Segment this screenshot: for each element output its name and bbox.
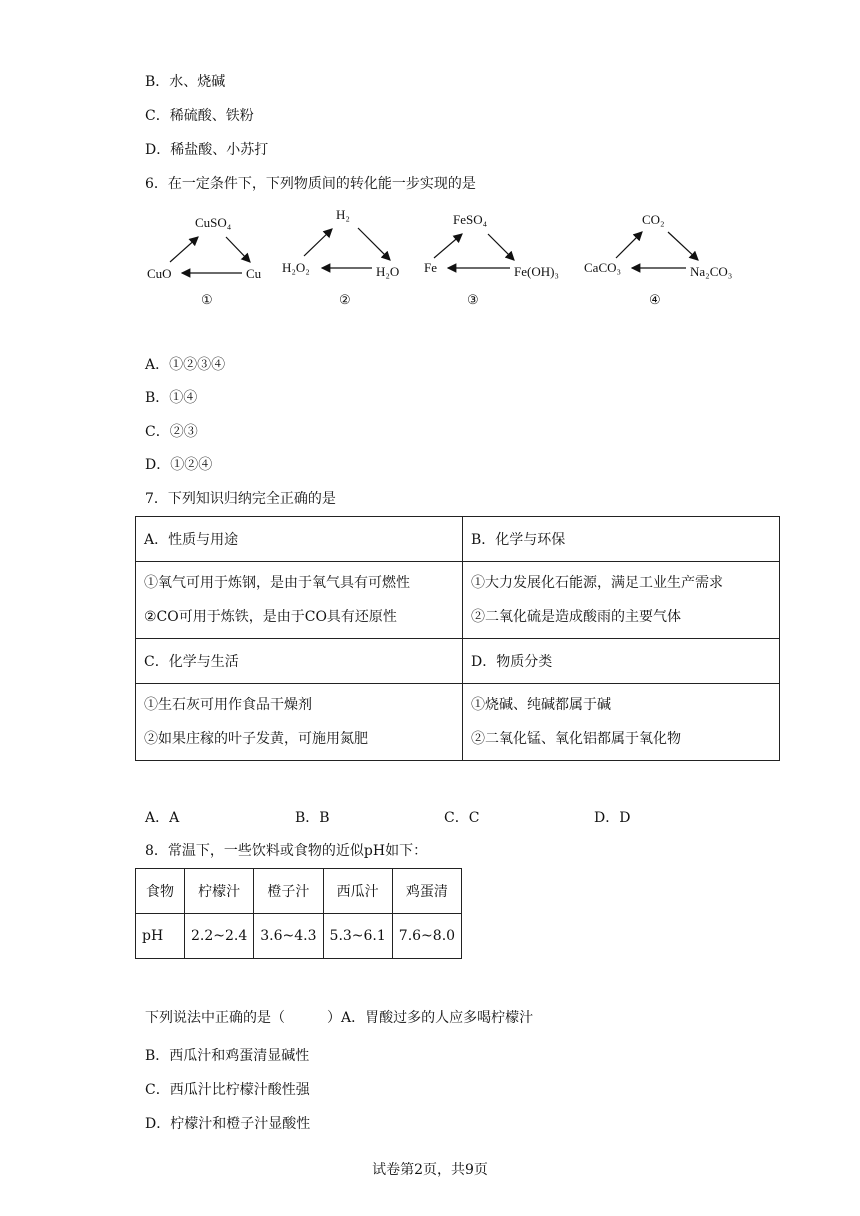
diagram-2-left: H₂O₂ — [282, 260, 310, 275]
q8-ph-table — [135, 868, 462, 959]
q8-header-orange: 橙子汁 — [254, 869, 323, 914]
q7-a2: ②CO可用于炼铁，是由于CO具有还原性 — [144, 609, 397, 625]
q6-diagram-2 — [278, 204, 413, 318]
q7-table — [135, 516, 780, 761]
q7-option-b: B．B — [295, 810, 330, 826]
diagram-1-left: CuO — [147, 266, 172, 281]
q7-stem: 7．下列知识归纳完全正确的是 — [145, 491, 336, 507]
q8-row-label: pH — [136, 914, 185, 959]
diagram-1-top: CuSO₄ — [195, 215, 232, 230]
q8-header-lemon: 柠檬汁 — [185, 869, 254, 914]
q8-header-watermelon: 西瓜汁 — [323, 869, 392, 914]
q7-d1: ①烧碱、纯碱都属于碱 — [471, 697, 611, 713]
q7-cell-a-head: A．性质与用途 — [136, 517, 463, 562]
diagram-4-top: CO₂ — [642, 212, 665, 227]
q6-diagram-1 — [140, 204, 275, 318]
q6-option-c: C．②③ — [145, 424, 198, 440]
q8-ph-eggwhite: 7.6~8.0 — [392, 914, 461, 959]
diagram-3-label: ③ — [467, 292, 479, 307]
q8-question: 下列说法中正确的是（ ）A．胃酸过多的人应多喝柠檬汁 — [145, 1010, 534, 1026]
q6-diagram-3 — [418, 204, 573, 318]
q7-cell-c-head: C．化学与生活 — [136, 639, 463, 684]
q7-option-d: D．D — [594, 810, 631, 826]
q6-option-b: B．①④ — [145, 390, 198, 406]
diagram-1-label: ① — [201, 292, 213, 307]
q5-option-b: B．水、烧碱 — [145, 74, 226, 90]
q8-ph-watermelon: 5.3~6.1 — [323, 914, 392, 959]
diagram-2-right: H₂O — [376, 264, 400, 279]
q7-a1: ①氧气可用于炼钢，是由于氧气具有可燃性 — [144, 575, 410, 591]
q7-b2: ②二氧化硫是造成酸雨的主要气体 — [471, 609, 681, 625]
q6-diagram-4 — [580, 204, 750, 318]
diagram-2-top: H₂ — [336, 207, 350, 222]
q8-stem: 8．常温下，一些饮料或食物的近似pH如下： — [145, 843, 428, 859]
q6-option-d: D．①②④ — [145, 457, 213, 473]
q7-c1: ①生石灰可用作食品干燥剂 — [144, 697, 312, 713]
q8-ph-orange: 3.6~4.3 — [254, 914, 323, 959]
diagram-4-label: ④ — [649, 292, 661, 307]
q7-cell-d-head: D．物质分类 — [463, 639, 780, 684]
q7-option-c: C．C — [444, 810, 480, 826]
page-footer: 试卷第2页，共9页 — [372, 1162, 488, 1178]
q7-cell-b-head: B．化学与环保 — [463, 517, 780, 562]
diagram-4-right: Na₂CO₃ — [690, 264, 733, 279]
diagram-3-top: FeSO₄ — [453, 212, 488, 227]
diagram-1-right: Cu — [246, 266, 262, 281]
q7-cell-b-body — [463, 562, 780, 639]
q7-d2: ②二氧化锰、氧化铝都属于氧化物 — [471, 731, 681, 747]
q8-ph-lemon: 2.2~2.4 — [185, 914, 254, 959]
q8-option-b: B．西瓜汁和鸡蛋清显碱性 — [145, 1048, 310, 1064]
q8-option-d: D．柠檬汁和橙子汁显酸性 — [145, 1116, 311, 1132]
q5-option-d: D．稀盐酸、小苏打 — [145, 142, 269, 158]
diagram-4-left: CaCO₃ — [584, 260, 622, 275]
q7-option-a: A．A — [145, 810, 180, 826]
q7-b1: ①大力发展化石能源，满足工业生产需求 — [471, 575, 723, 591]
q7-cell-d-body — [463, 684, 780, 761]
q7-cell-a-body — [136, 562, 463, 639]
diagram-2-label: ② — [339, 292, 351, 307]
diagram-3-right: Fe(OH)₃ — [514, 264, 559, 279]
q8-header-food: 食物 — [136, 869, 185, 914]
q7-cell-c-body — [136, 684, 463, 761]
q5-option-c: C．稀硫酸、铁粉 — [145, 108, 254, 124]
q6-stem: 6．在一定条件下，下列物质间的转化能一步实现的是 — [145, 176, 476, 192]
q8-header-eggwhite: 鸡蛋清 — [392, 869, 461, 914]
q6-option-a: A．①②③④ — [145, 357, 226, 373]
diagram-3-left: Fe — [424, 260, 437, 275]
q8-option-c: C．西瓜汁比柠檬汁酸性强 — [145, 1082, 310, 1098]
q7-c2: ②如果庄稼的叶子发黄，可施用氮肥 — [144, 731, 368, 747]
